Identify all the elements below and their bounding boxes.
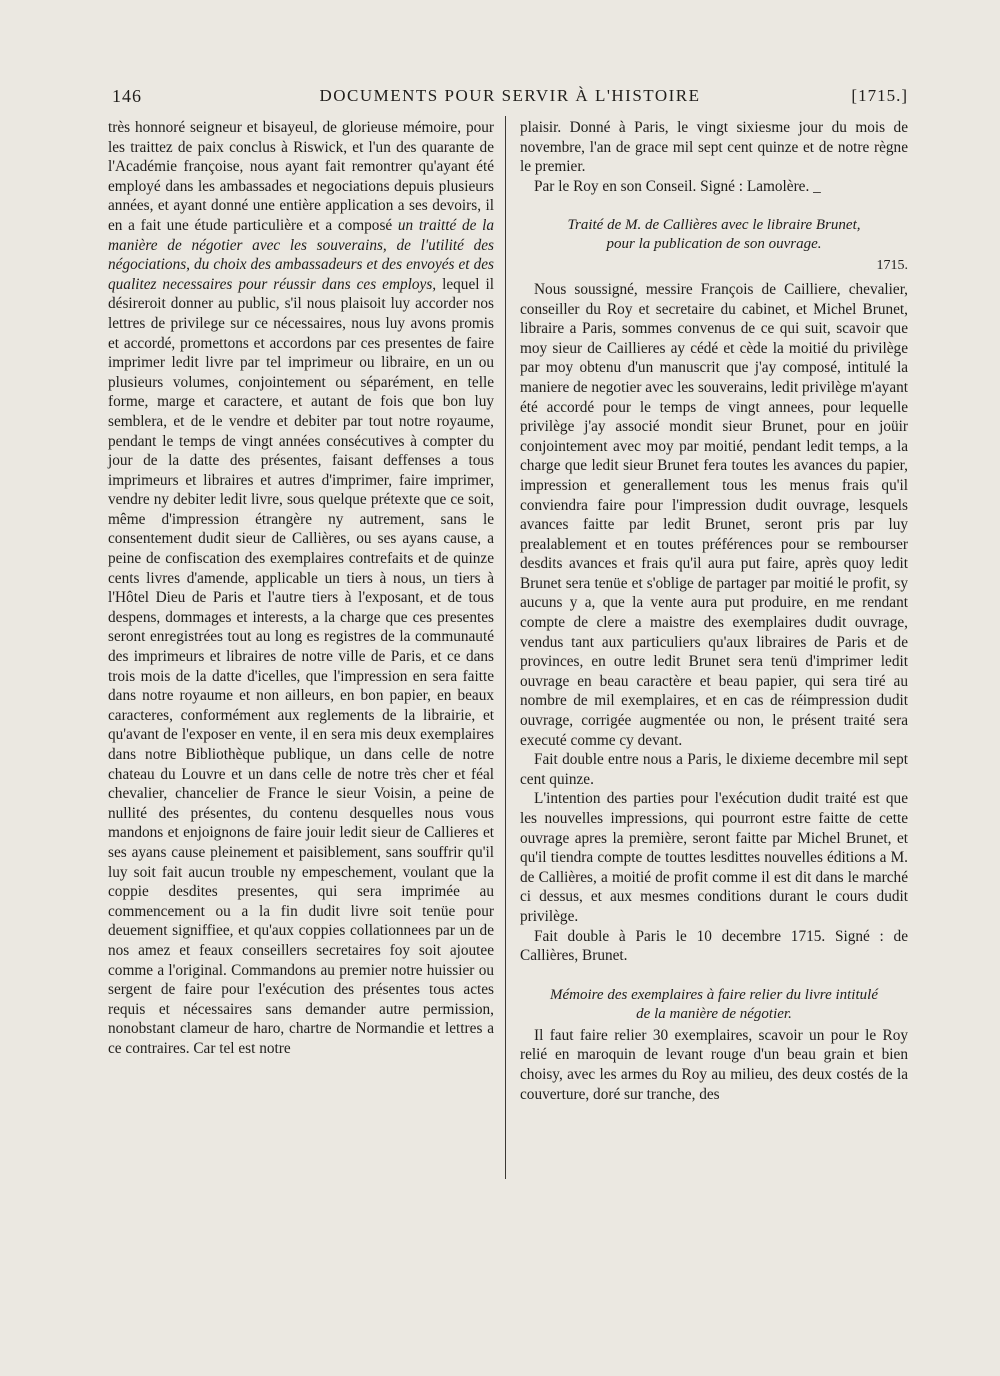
heading2-line1: Mémoire des exemplaires à faire relier du livre intitulé [550,986,878,1003]
section-heading-memoire [520,986,908,1024]
heading1-line2: pour la publication de son ouvrage. [606,236,822,253]
heading1-line1: Traité de M. de Callières avec le libraire Brunet, [567,217,861,234]
left-text-a: très honnoré seigneur et bisayeul, de glorieuse mémoire, pour les traittez de paix conclus à Riswick, et l'un des quarante de l'Académie françoise, nous ayant fait remontrer qu'ayant été employé dans les ambassades et negociations depuis plusieurs années, et ayant donné une entière application a ses devoirs, il en a fait une étude particulière et a composé [108,119,494,234]
section-heading-traite [520,216,908,254]
right-paragraph-5: L'intention des parties pour l'exécution dudit traité est que les nouvelles impressions, qui pourront estre faitte de cette ouvrage apres la première, seront faitte par Michel Brunet, et qu'il tiendra compte de touttes lesdittes nouvelles éditions a M. de Callières, a moitié de profit comme il est dit dans le marché ci dessus, et aux mesmes conditions durant le cours dudit privilège. [520,790,908,925]
right-paragraph-6: Fait double à Paris le 10 decembre 1715. Signé : de Callières, Brunet. [520,927,908,965]
right-paragraph-7: Il faut faire relier 30 exemplaires, scavoir un pour le Roy relié en maroquin de levant rouge d'un beau grain et bien choisy, avec les armes du Roy au milieu, des deux costés de la couverture, doré sur tranche, des [520,1026,908,1103]
running-title: DOCUMENTS POUR SERVIR À L'HISTOIRE [319,86,701,105]
section-date: 1715. [876,258,908,274]
heading2-line2: de la manière de négotier. [636,1005,792,1022]
right-paragraph-1: plaisir. Donné à Paris, le vingt sixiesme jour du mois de novembre, l'an de grace mil sept cent quinze et de notre règne le premier. [520,119,908,176]
book-title-italic: un traitté de la manière de négotier avec les souverains, de l'utilité des négociations, du choix des ambassadeurs et des envoyés et des qualitez necessaires pour réussir dans ces employs, [108,216,495,293]
running-head [112,86,908,112]
left-column [108,118,494,1059]
right-paragraph-signature: Par le Roy en son Conseil. Signé : Lamolère. _ [534,177,821,195]
right-paragraph-4: Fait double entre nous a Paris, le dixieme decembre mil sept cent quinze. [520,751,908,788]
left-paragraph [108,118,494,1059]
column-divider [505,116,506,1179]
header-year: [1715.] [851,86,908,105]
right-column [520,118,908,1104]
right-paragraph-3: Nous soussigné, messire François de Cailliere, chevalier, conseiller du Roy et secretaire du cabinet, et Michel Brunet, libraire a Paris, sommes convenus de ce qui suit, scavoir que moy sieur de Caillieres ay cédé et cède la moitié du privilège par moy obtenu d'un manuscrit que j'ay composé, intitulé la maniere de negotier avec les souverains, ledit privilège m'ayant été accordé pour le temps de vingt annees, pour lequelle privilège j'ay associé mondit sieur Brunet, pour en joüir conjointement avec moy par moitié, pendant ledit temps, a la charge que ledit sieur Brunet fera toutes les avances du papier, impression et generallement tous les menus frais qu'il conviendra faire pour l'impression dudit ouvrage, lesquels avances faitte par ledit Brunet, seront pris par luy prealablement et en toutes préférences pour se rembourser desdits avances et frais qu'il aura put faire, après quoy ledit Brunet sera tenüe et s'oblige de partager par moitié le profit, sy aucuns y a, que la vente aura put produire, en me rendant compte de clere a maistre des exemplaires dudit ouvrage, vendus tant aux particuliers qu'aux libraires de Paris et de provinces, en outre ledit Brunet sera tenü d'imprimer ledit ouvrage en beau caractère et beau papier, qui sera tiré au nombre de mil exemplaires, et en cas de réimpression dudit ouvrage, corrigée augmentée ou non, le présent traité sera executé comme cy devant. [520,280,909,749]
left-text-b: lequel il désireroit donner au public, s'il nous plaisoit luy accorder nos lettres de privilege sur ce nécessaires, nous luy avons promis et accordé, promettons et accordons par ces presentes de faire imprimer ledit livre par tel imprimeur ou libraire, en un ou plusieurs volumes, conjointement ou séparément, en telle forme, marge et caractere, et autant de fois que bon luy semblera, et de le vendre et debiter par tout notre royaume, pendant le temps de vingt années consécutives à compter du jour de la datte des présentes, faisant deffenses a tous imprimeurs et libraires et autres d'imprimer, faire imprimer, vendre ny debiter ledit livre, sous quelque prétexte que ce soit, même d'impression étrangère ny autrement, sans le consentement dudit sieur de Callières, ou ses ayans cause, a peine de confiscation des exemplaires contrefaits et de quinze cents livres d'amende, applicable un tiers à nous, un tiers à l'Hôtel Dieu de Paris et l'autre tiers à l'exposant, et de tous despens, dommages et interests, a la charge que ces presentes seront enregistrées tout au long es registres de la communauté des imprimeurs et libraires de notre ville de Paris, et ce dans trois mois de la datte d'icelles, que l'impression en sera faitte dans notre royaume et non ailleurs, en bon papier, en beaux caracteres, conformément aux reglements de la librairie, et qu'avant de l'exposer en vente, il en sera mis deux exemplaires dans notre Bibliothèque publique, un dans celle de notre chateau du Louvre et un dans celle de notre très cher et féal chevalier, chancelier de France le sieur Voisin, a peine de nullité des présentes, du contenu desquelles nous vous mandons et enjoignons de faire jouir ledit sieur de Callieres et ses ayans cause pleinement et paisiblement, sans souffrir qu'il luy soit fait aucun trouble ny empeschement, voulant que la coppie desdites presentes, qui sera imprimée au commencement ou a la fin dudit livre soit tenüe pour deuement signiffiee, et qu'aux coppies collationnees par un de nos amez et feaux conseillers secretaires foy soit ajoutee comme a l'original. Commandons au premier notre huissier ou sergent de faire pour l'exécution des présentes tous actes requis et nécessaires sans demander autre permission, nonobstant clameur de haro, chartre de Normandie et lettres a ce contraires. Car tel est notre [108,275,494,1057]
page-number: 146 [112,86,142,106]
